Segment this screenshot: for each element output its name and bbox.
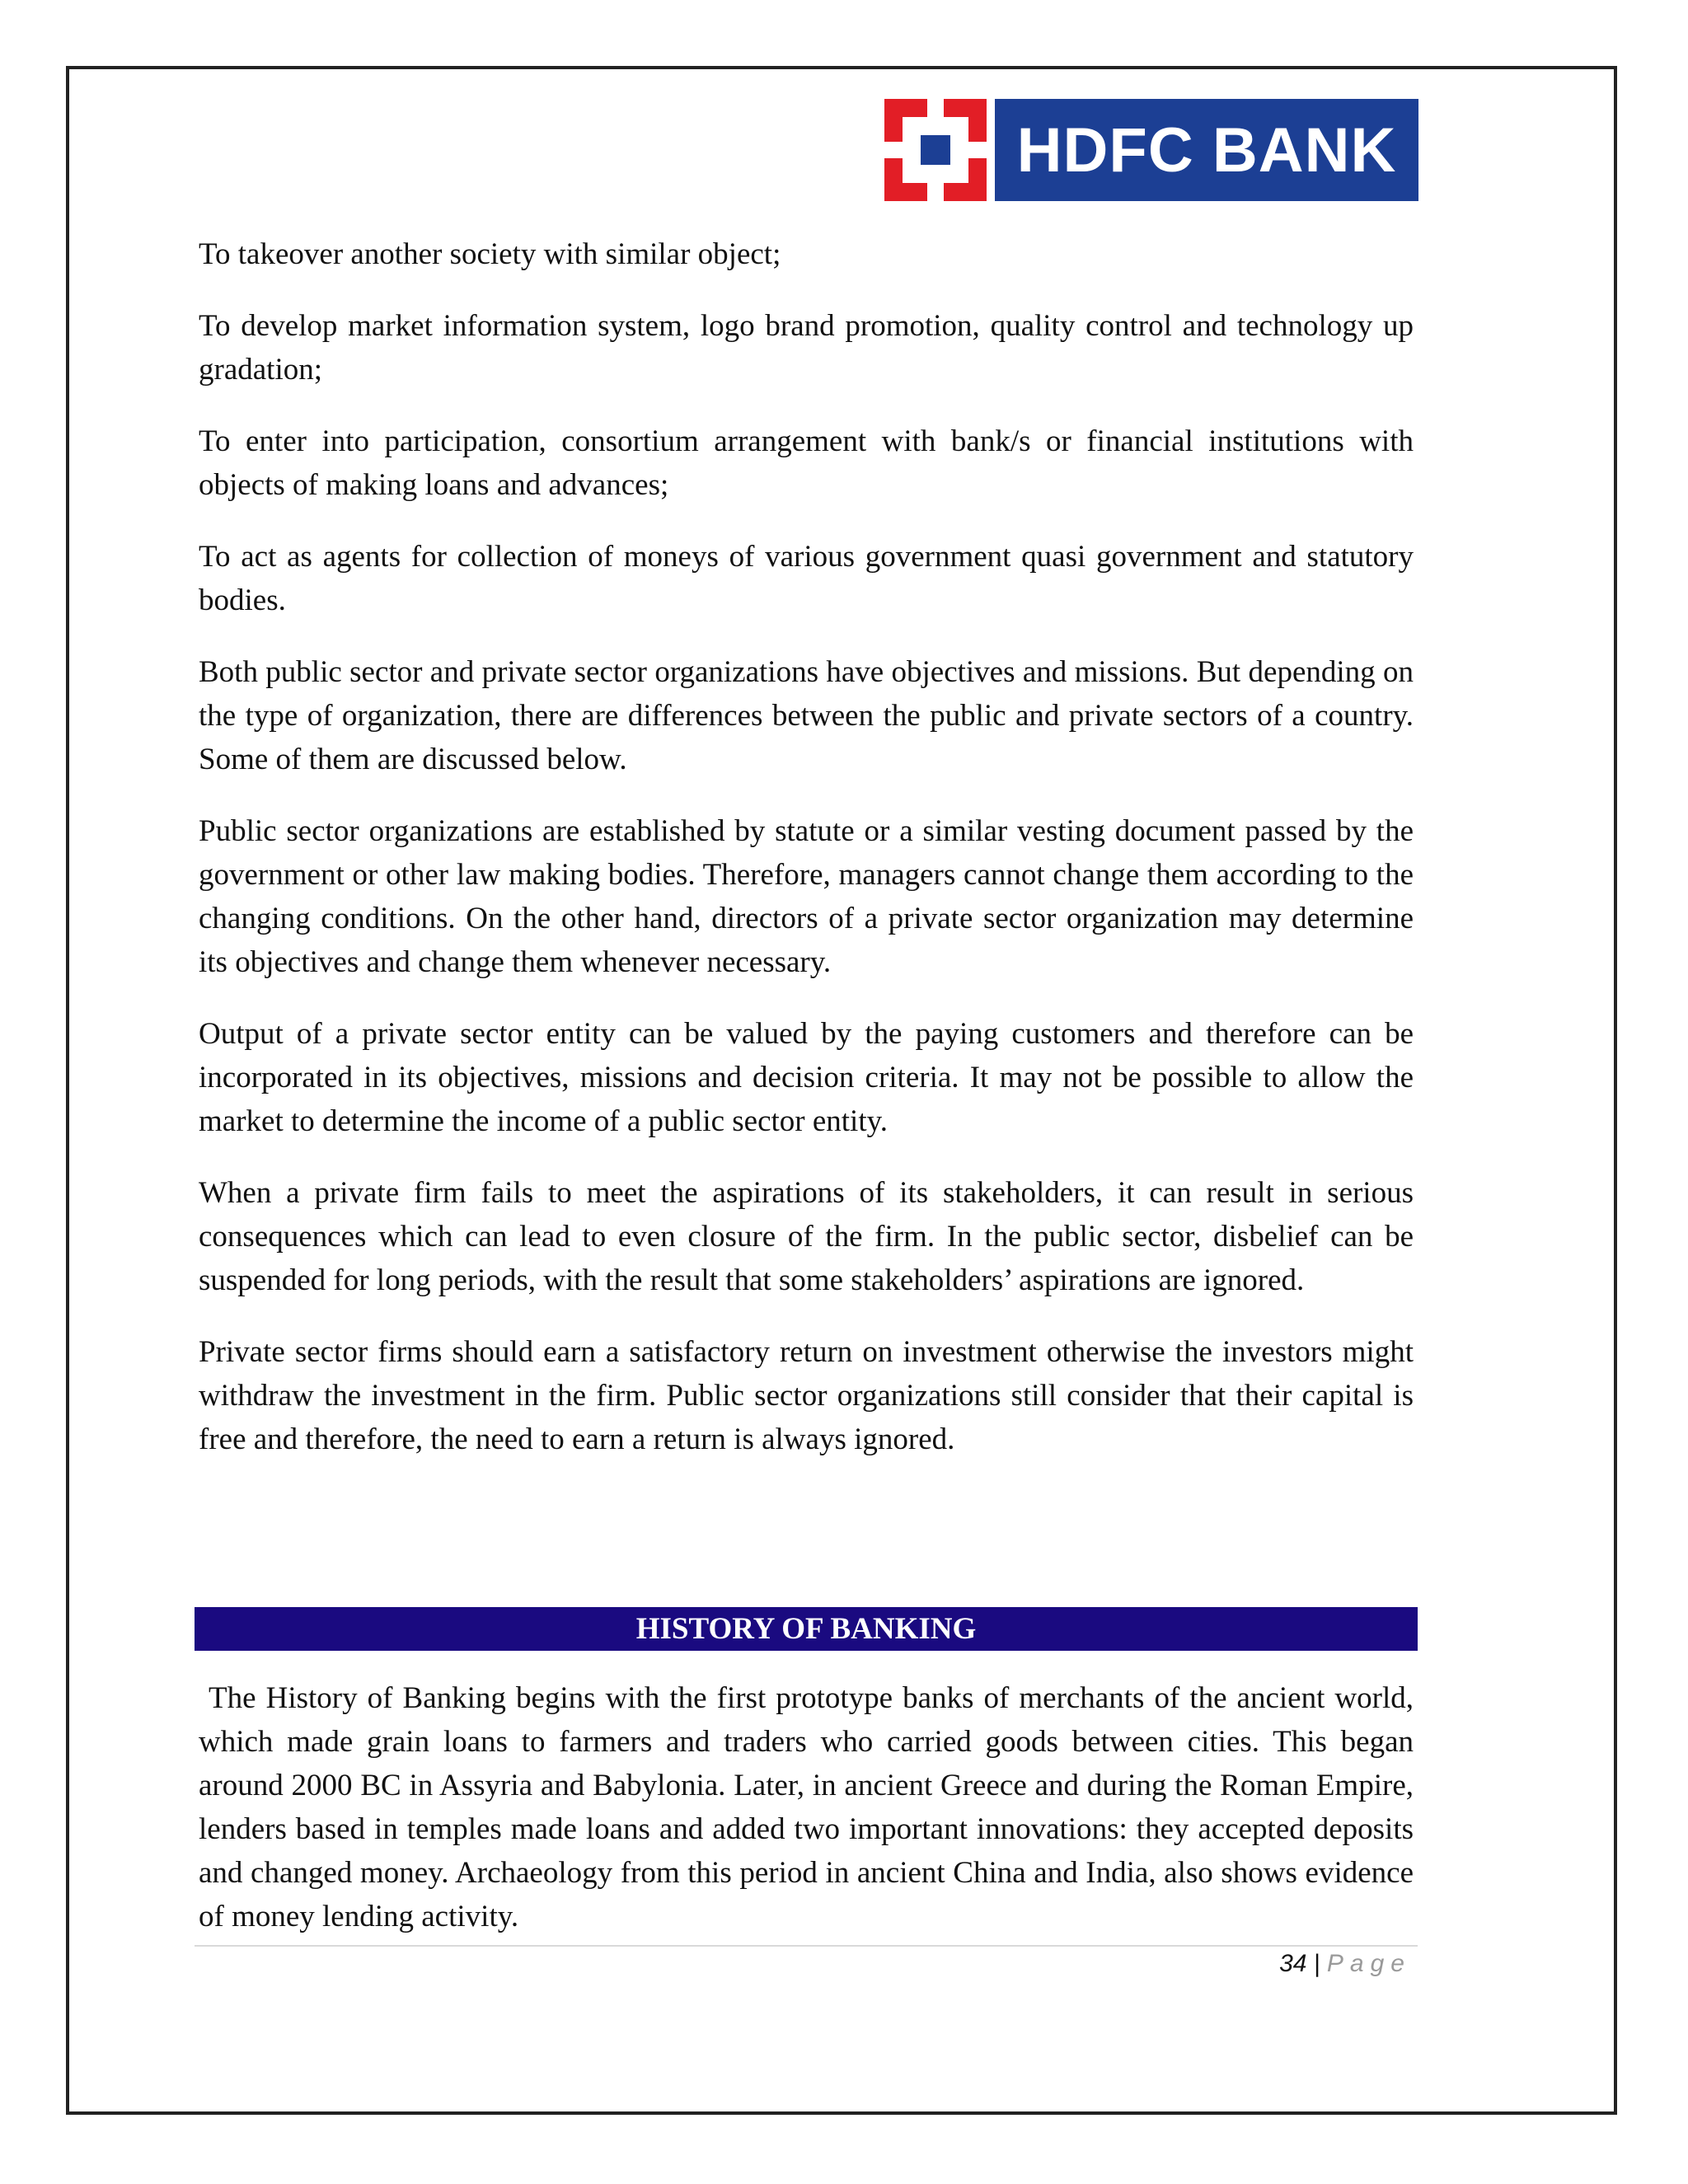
paragraph: Private sector firms should earn a satisfactory return on investment otherwise the investors might withdraw the investment in the firm. Public sector organizations still consider that their capital is free and therefore, the need to earn a return is always ignored. — [199, 1335, 1414, 1456]
logo-text: HDFC BANK — [995, 99, 1418, 201]
paragraph: To develop market information system, logo brand promotion, quality control and technology up gradation; — [199, 309, 1414, 387]
paragraph: Output of a private sector entity can be valued by the paying customers and therefore can be incorporated in its objectives, missions and decision criteria. It may not be possible to allow the market to determine the income of a public sector entity. — [199, 1017, 1414, 1138]
paragraph: To enter into participation, consortium arrangement with bank/s or financial institutions with objects of making loans and advances; — [199, 424, 1414, 502]
paragraph: Both public sector and private sector organizations have objectives and missions. But depending on the type of organization, there are differences between the public and private sectors of a country. Some of them are discussed below. — [199, 655, 1414, 776]
paragraph: To takeover another society with similar object; — [199, 237, 781, 271]
page-number: 34 — [1279, 1950, 1307, 1977]
section-heading-bar — [195, 1607, 1418, 1651]
hdfc-logo-mark-icon — [884, 99, 987, 201]
paragraph: Public sector organizations are established by statute or a similar vesting document passed by the government or other law making bodies. Therefore, managers cannot change them according to the changing conditions. On the other hand, directors of a private sector organization may determine its objectives and change them whenever necessary. — [199, 814, 1414, 979]
section-heading: HISTORY OF BANKING — [635, 1612, 977, 1646]
paragraph: When a private firm fails to meet the aspirations of its stakeholders, it can result in serious consequences which can lead to even closure of the firm. In the public sector, disbelief can be suspended for long periods, with the result that some stakeholders’ aspirations are ignored. — [199, 1176, 1414, 1297]
body-content — [199, 232, 1414, 1489]
page-footer — [1279, 1950, 1411, 1978]
page-separator: | — [1313, 1950, 1320, 1977]
hdfc-logo — [884, 99, 1418, 201]
history-paragraph: The History of Banking begins with the first prototype banks of merchants of the ancient world, which made grain loans to farmers and traders who carried goods between cities. This began around 2000 BC in Assyria and Babylonia. Later, in ancient Greece and during the Roman Empire, lenders based in temples made loans and added two important innovations: they accepted deposits and changed money. Archaeology from this period in ancient China and India, also shows evidence of money lending activity. — [199, 1681, 1422, 1933]
footer-rule — [195, 1945, 1418, 1947]
paragraph: To act as agents for collection of moneys of various government quasi government and statutory bodies. — [199, 540, 1414, 617]
page-word: Page — [1326, 1950, 1411, 1977]
